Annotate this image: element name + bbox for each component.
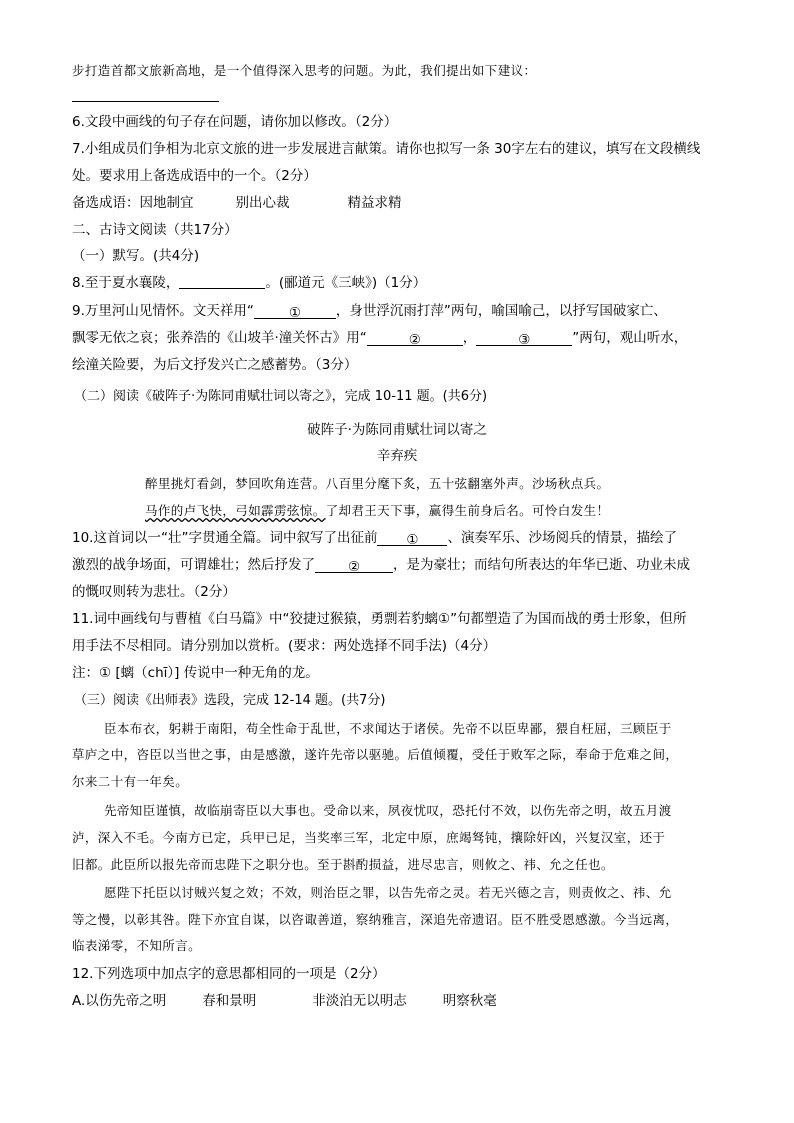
- poem-text: 了却君王天下事，赢得生前身后名。可怜白发生！: [325, 503, 610, 518]
- poem-line-2: [145, 502, 609, 520]
- option-a-item-4: 明察秋毫: [442, 993, 497, 1009]
- passage-line: 步打造首都文旅新高地，是一个值得深入思考的问题。为此，我们提出如下建议：: [72, 63, 537, 78]
- comma: ，: [462, 330, 477, 346]
- idiom-option-1: 因地制宜: [139, 195, 194, 211]
- question-6: 6.文段中画线的句子存在问题，请你加以修改。（2分）: [72, 114, 398, 130]
- poem-title: 破阵子·为陈同甫赋壮词以寄之: [307, 422, 487, 438]
- question-9-line-2: [72, 329, 687, 347]
- passage-paragraph-3-line-1: 愿陛下托臣以讨贼兴复之效；不效，则治臣之罪，以告先帝之灵。若无兴德之言，则责攸之、祎、允: [104, 885, 672, 900]
- option-a-item-1: A.以伤先帝之明: [72, 993, 167, 1009]
- idiom-option-3: 精益求精: [347, 195, 402, 211]
- poem-line-1: 醉里挑灯看剑，梦回吹角连营。八百里分麾下炙，五十弦翻塞外声。沙场秋点兵。: [145, 476, 610, 491]
- subsection-3-heading: （三）阅读《出师表》选段，完成 12-14 题。(共7分): [74, 693, 386, 708]
- question-10-text: 10.这首词以一“壮”字贯通全篇。词中叙写了出征前: [72, 530, 378, 546]
- question-11-line-2: 用手法不尽相同。请分别加以赏析。(要求：两处选择不同手法)（4分）: [72, 638, 497, 654]
- question-7-line-1: 7.小组成员们争相为北京文旅的进一步发展进言献策。请你也拟写一条 30字左右的建议，填写在文段横线: [72, 141, 701, 157]
- answer-blank-2[interactable]: ②: [367, 331, 463, 346]
- passage-paragraph-1-line-2: 草庐之中，咨臣以当世之事，由是感激，遂许先帝以驱驰。后值倾覆，受任于败军之际，奉命于危难之间，: [72, 747, 679, 762]
- idiom-options: [72, 194, 402, 212]
- question-9-text: ”两句，观山听水，: [572, 330, 688, 346]
- passage-paragraph-2-line-3: 旧都。此臣所以报先帝而忠陛下之职分也。至于斟酌损益，进尽忠言，则攸之、祎、允之任也。: [72, 857, 614, 872]
- option-a[interactable]: [72, 992, 497, 1010]
- passage-paragraph-2-line-2: 泸，深入不毛。今南方已定，兵甲已足，当奖率三军，北定中原，庶竭驽钝，攘除奸凶，兴复汉室，还于: [72, 830, 666, 845]
- passage-paragraph-1-line-1: 臣本布衣，躬耕于南阳，苟全性命于乱世，不求闻达于诸侯。先帝不以臣卑鄙，猥自枉屈，三顾臣于: [104, 721, 672, 736]
- underlined-poem-line: 马作的卢飞快，弓如霹雳弦惊。: [145, 503, 326, 518]
- answer-blank-1[interactable]: ①: [254, 304, 336, 319]
- question-9-text: 飘零无依之哀；张养浩的《山坡羊·潼关怀古》用“: [72, 330, 367, 346]
- passage-paragraph-1-line-3: 尔来二十有一年矣。: [72, 774, 189, 789]
- question-8: [72, 274, 426, 292]
- question-10-text: ，是为豪壮；而结句所表达的年华已逝、功业未成: [393, 557, 690, 573]
- subsection-2-heading: （二）阅读《破阵子·为陈同甫赋壮词以寄之》，完成 10-11 题。(共6分): [74, 389, 488, 404]
- section-2-heading: 二、古诗文阅读（共17分）: [72, 222, 238, 238]
- subsection-1-heading: （一）默写。(共4分): [72, 248, 200, 264]
- passage-paragraph-2-line-1: 先帝知臣谨慎，故临崩寄臣以大事也。受命以来，夙夜忧叹，恐托付不效，以伤先帝之明，故五月渡: [104, 803, 672, 818]
- question-9-text: ，身世浮沉雨打萍”两句，喻国喻己，以抒写国破家亡、: [335, 303, 667, 319]
- question-8-source: 。(郦道元《三峡》)（1分）: [265, 275, 427, 291]
- question-10-text: 激烈的战争场面，可谓雄壮；然后抒发了: [72, 557, 315, 573]
- answer-blank-line[interactable]: [72, 101, 219, 102]
- question-10-line-1: [72, 529, 677, 547]
- question-9-line-3: 绘潼关险要，为后文抒发兴亡之感蓄势。（3分）: [72, 357, 358, 373]
- answer-blank-2[interactable]: ②: [315, 558, 393, 573]
- question-10-text: 、演奏军乐、沙场阅兵的情景，描绘了: [447, 530, 677, 546]
- idiom-option-2: 别出心裁: [235, 195, 290, 211]
- question-9-text: 9.万里河山见情怀。文天祥用“: [72, 303, 254, 319]
- answer-blank-3[interactable]: ③: [476, 331, 572, 346]
- footnote: 注：① [螭（chī）] 传说中一种无角的龙。: [72, 665, 319, 681]
- answer-blank[interactable]: [179, 274, 265, 289]
- question-12: 12.下列选项中加点字的意思都相同的一项是（2分）: [72, 966, 386, 982]
- question-11-line-1: 11.词中画线句与曹植《白马篇》中“狡捷过猴猿，勇剽若豹螭①”句都塑造了为国而战的勇士形象，但所: [72, 611, 687, 627]
- option-a-item-3: 非淡泊无以明志: [312, 993, 407, 1009]
- idiom-options-label: 备选成语：: [72, 195, 140, 211]
- passage-paragraph-3-line-2: 等之慢，以彰其咎。陛下亦宜自谋，以咨诹善道，察纳雅言，深追先帝遗诏。臣不胜受恩感激。今当远离，: [72, 912, 679, 927]
- question-9-line-1: [72, 302, 667, 320]
- question-7-line-2: 处。要求用上备选成语中的一个。（2分）: [72, 168, 317, 184]
- question-10-line-2: [72, 556, 690, 574]
- question-10-line-3: 的慨叹则转为悲壮。（2分）: [72, 584, 236, 600]
- answer-blank-1[interactable]: ①: [377, 531, 447, 546]
- passage-paragraph-3-line-3: 临表涕零，不知所言。: [72, 938, 202, 953]
- option-a-item-2: 春和景明: [202, 993, 257, 1009]
- question-8-text: 8.至于夏水襄陵，: [72, 275, 180, 291]
- poem-author: 辛弃疾: [376, 448, 418, 464]
